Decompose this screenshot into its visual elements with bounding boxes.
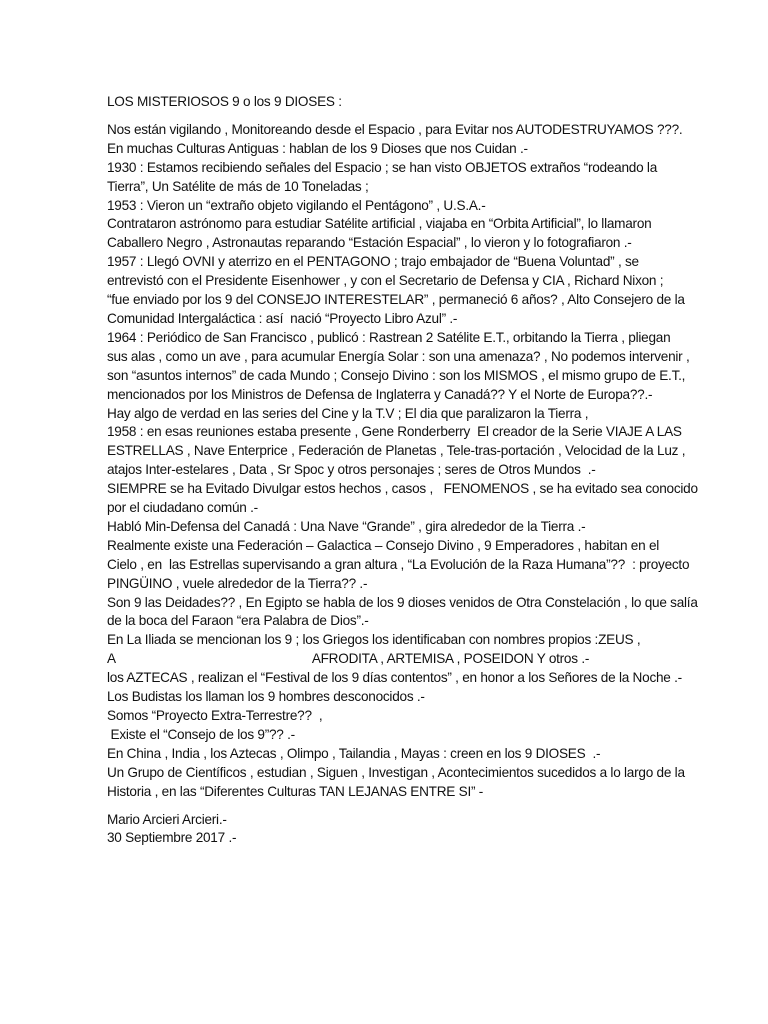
- text-line: PINGÜINO , vuele alrededor de la Tierra?? .-: [107, 575, 368, 591]
- author-signature: Mario Arcieri Arcieri.-: [107, 811, 227, 827]
- text-line: SIEMPRE se ha Evitado Divulgar estos hechos , casos , FENOMENOS , se ha evitado sea conocido: [107, 481, 698, 497]
- text-line: “fue enviado por los 9 del CONSEJO INTERESTELAR” , permaneció 6 años? , Alto Consejero de la: [107, 292, 685, 308]
- text-line: Caballero Negro , Astronautas reparando “Estación Espacial” , lo vieron y lo fotografiaron .-: [107, 235, 632, 251]
- text-line: En La Iliada se mencionan los 9 ; los Griegos los identificaban con nombres propios :ZEUS ,: [107, 632, 641, 648]
- text-line: Los Budistas los llaman los 9 hombres desconocidos .-: [107, 689, 425, 705]
- document-date: 30 Septiembre 2017 .-: [107, 830, 237, 846]
- text-line: Comunidad Intergaláctica : así nació “Proyecto Libro Azul” .-: [107, 310, 458, 326]
- text-line: Historia , en las “Diferentes Culturas TAN LEJANAS ENTRE SI” -: [107, 783, 484, 799]
- text-line: Son 9 las Deidades?? , En Egipto se habla de los 9 dioses venidos de Otra Constelación , lo que salía: [107, 594, 698, 610]
- text-line: Contrataron astrónomo para estudiar Satélite artificial , viajaba en “Orbita Artificial”, lo llamaron: [107, 216, 652, 232]
- text-line: Habló Min-Defensa del Canadá : Una Nave “Grande” , gira alrededor de la Tierra .-: [107, 518, 586, 534]
- text-line: Cielo , en las Estrellas supervisando a gran altura , “La Evolución de la Raza Humana”?? : proyecto: [107, 556, 690, 572]
- text-line: Somos “Proyecto Extra-Terrestre?? ,: [107, 708, 323, 723]
- text-line: 1957 : Llegó OVNI y aterrizo en el PENTAGONO ; trajo embajador de “Buena Voluntad” , se: [107, 254, 639, 270]
- text-line: son “asuntos internos” de cada Mundo ; Consejo Divino : son los MISMOS , el mismo grupo de E.T.,: [107, 367, 686, 383]
- text-line: Realmente existe una Federación – Galactica – Consejo Divino , 9 Emperadores , habitan en el: [107, 537, 660, 553]
- text-line: Existe el “Consejo de los 9”?? .-: [107, 726, 295, 742]
- document-title: LOS MISTERIOSOS 9 o los 9 DIOSES :: [107, 94, 342, 109]
- text-line: En muchas Culturas Antiguas : hablan de los 9 Dioses que nos Cuidan .-: [107, 140, 528, 156]
- text-line: de la boca del Faraon “era Palabra de Dios”.-: [107, 613, 369, 629]
- text-line: 1930 : Estamos recibiendo señales del Espacio ; se han visto OBJETOS extraños “rodeando la: [107, 159, 658, 175]
- text-line: atajos Inter-estelares , Data , Sr Spoc y otros personajes ; seres de Otros Mundos .-: [107, 462, 596, 478]
- text-line: sus alas , como un ave , para acumular Energía Solar : son una amenaza? , No podemos intervenir ,: [107, 348, 690, 364]
- text-line: entrevistó con el Presidente Eisenhower , y con el Secretario de Defensa y CIA , Richard Nixon ;: [107, 273, 664, 289]
- document-paragraph: [107, 121, 698, 802]
- text-line: 1953 : Vieron un “extraño objeto vigilando el Pentágono” , U.S.A.-: [107, 197, 486, 213]
- document-body: [107, 93, 698, 848]
- text-line: ESTRELLAS , Nave Enterprice , Federación de Planetas , Tele-tras-portación , Velocidad de la Luz ,: [107, 443, 686, 459]
- text-line: los AZTECAS , realizan el “Festival de los 9 días contentos” , en honor a los Señores de la Noche .-: [107, 670, 682, 686]
- text-line: por el ciudadano común .-: [107, 500, 258, 516]
- text-line: Nos están vigilando , Monitoreando desde el Espacio , para Evitar nos AUTODESTRUYAMOS ???.: [107, 121, 683, 137]
- paragraph-spacer: [107, 802, 667, 811]
- text-line: mencionados por los Ministros de Defensa de Inglaterra y Canadá?? Y el Norte de Europa??.-: [107, 386, 653, 402]
- text-line: Un Grupo de Científicos , estudian , Siguen , Investigan , Acontecimientos sucedidos a lo largo de la: [107, 764, 685, 780]
- text-line: Tierra”, Un Satélite de más de 10 Toneladas ;: [107, 178, 369, 194]
- text-line: 1958 : en esas reuniones estaba presente , Gene Ronderberry El creador de la Serie VIAJE A LAS: [107, 424, 682, 440]
- text-line: A AFRODITA , ARTEMISA , POSEIDON Y otros .-: [107, 651, 590, 667]
- text-line: Hay algo de verdad en las series del Cine y la T.V ; El dia que paralizaron la Tierra ,: [107, 405, 589, 421]
- text-line: En China , India , los Aztecas , Olimpo , Tailandia , Mayas : creen en los 9 DIOSES .-: [107, 745, 601, 761]
- text-line: 1964 : Periódico de San Francisco , publicó : Rastrean 2 Satélite E.T., orbitando la Tierra , pliegan: [107, 329, 671, 345]
